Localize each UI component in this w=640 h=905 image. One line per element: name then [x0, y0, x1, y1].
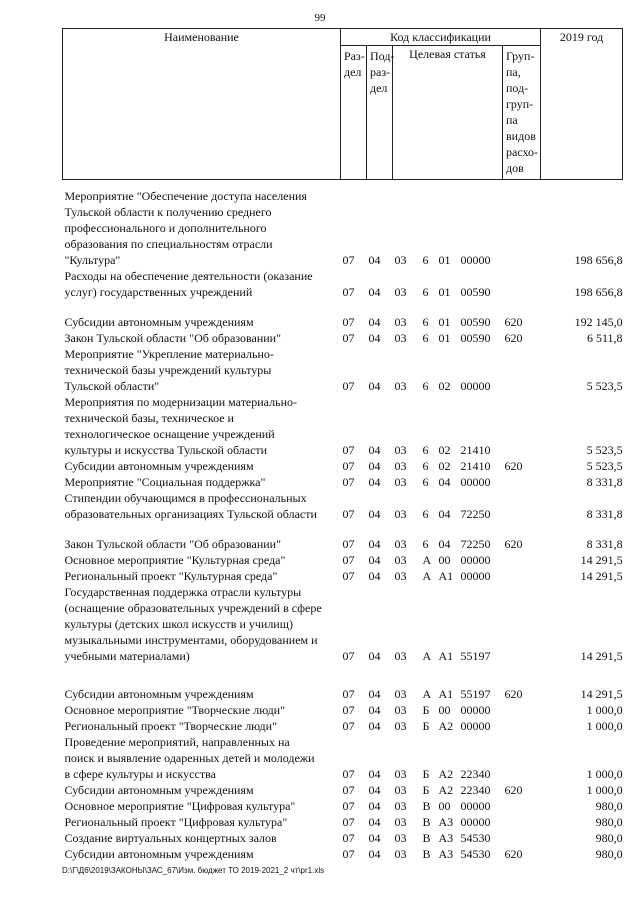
row-target-1: 03	[394, 443, 407, 457]
row-razdel: 07	[342, 253, 355, 267]
row-razdel: 07	[342, 459, 355, 473]
row-amount: 5 523,5	[586, 443, 623, 457]
row-target-2: 6	[422, 443, 429, 457]
row-expense-group	[503, 702, 541, 718]
row-podrazdel: 04	[368, 783, 381, 797]
row-name: Основное мероприятие "Творческие люди"	[64, 703, 285, 717]
row-target-1: 03	[394, 703, 407, 717]
row-amount: 198 656,8	[574, 285, 623, 299]
row-target-1: 03	[394, 537, 407, 551]
row-name: Мероприятия по модернизации материально- технической базы, техническое и технологическое оснащение учреждений культуры и искусства Тульской области	[64, 395, 297, 457]
row-podrazdel: 04	[368, 459, 381, 473]
row-razdel: 07	[342, 507, 355, 521]
row-razdel: 07	[342, 847, 355, 861]
row-target-4: 00000	[460, 253, 491, 267]
row-name: Государственная поддержка отрасли культуры (оснащение образовательных учреждений в сфере культуры (детских школ искусств и училищ) музыкальными инструментами, оборудованием и учебными материалами)	[64, 585, 322, 663]
row-amount: 5 523,5	[586, 459, 623, 473]
row-amount: 8 331,8	[586, 475, 623, 489]
row-expense-group: 620	[504, 783, 523, 797]
table-row	[63, 798, 623, 814]
row-target-2: 6	[422, 253, 429, 267]
row-target-4: 00000	[460, 553, 491, 567]
row-target-2: 6	[422, 537, 429, 551]
table-row	[63, 330, 623, 346]
table-row	[63, 702, 623, 718]
row-target-4: 00000	[460, 379, 491, 393]
table-body	[63, 180, 623, 863]
row-razdel: 07	[342, 649, 355, 663]
row-target-1: 03	[394, 783, 407, 797]
row-target-4: 00000	[460, 569, 491, 583]
row-target-4: 55197	[460, 649, 491, 663]
row-razdel: 07	[342, 687, 355, 701]
row-target-2: 6	[422, 459, 429, 473]
row-target-1: 03	[394, 649, 407, 663]
row-expense-group	[503, 552, 541, 568]
row-razdel: 07	[342, 443, 355, 457]
row-target-1: 03	[394, 719, 407, 733]
row-target-2: 6	[422, 379, 429, 393]
row-target-4: 72250	[460, 507, 491, 521]
row-target-4: 72250	[460, 537, 491, 551]
row-target-3: А2	[438, 783, 454, 797]
row-name: Расходы на обеспечение деятельности (оказание услуг) государственных учреждений	[64, 269, 313, 299]
row-name: Закон Тульской области "Об образовании"	[64, 331, 281, 345]
header-expense-group: Груп- па, под- груп- па видов расхо- дов	[503, 46, 541, 180]
row-razdel: 07	[342, 831, 355, 845]
row-podrazdel: 04	[368, 285, 381, 299]
table-row	[63, 718, 623, 734]
table-row	[63, 830, 623, 846]
row-target-3: А1	[438, 569, 454, 583]
row-target-3: 02	[438, 443, 451, 457]
row-expense-group	[503, 346, 541, 394]
row-razdel: 07	[342, 703, 355, 717]
row-target-2: В	[422, 831, 431, 845]
row-target-2: 6	[422, 331, 429, 345]
row-amount: 8 331,8	[586, 537, 623, 551]
table-row	[63, 734, 623, 782]
row-target-2: В	[422, 815, 431, 829]
table-row	[63, 782, 623, 798]
row-razdel: 07	[342, 475, 355, 489]
row-podrazdel: 04	[368, 703, 381, 717]
row-podrazdel: 04	[368, 315, 381, 329]
row-amount: 6 511,8	[587, 331, 623, 345]
row-target-1: 03	[394, 687, 407, 701]
row-name: Субсидии автономным учреждениям	[64, 783, 254, 797]
row-target-4: 00000	[460, 703, 491, 717]
row-target-2: А	[422, 569, 432, 583]
header-podrazdel: Под- раз- дел	[367, 46, 393, 180]
table-row	[63, 846, 623, 862]
row-name: Субсидии автономным учреждениям	[64, 459, 254, 473]
row-expense-group	[503, 490, 541, 522]
row-target-3: А3	[438, 831, 454, 845]
row-target-3: А3	[438, 815, 454, 829]
page-number: 99	[314, 12, 326, 24]
row-name: Основное мероприятие "Культурная среда"	[64, 553, 286, 567]
row-expense-group	[503, 268, 541, 300]
row-podrazdel: 04	[368, 831, 381, 845]
row-name: Субсидии автономным учреждениям	[64, 847, 254, 861]
row-amount: 980,0	[595, 831, 623, 845]
row-name: Субсидии автономным учреждениям	[64, 687, 254, 701]
row-amount: 192 145,0	[574, 315, 623, 329]
table-row	[63, 552, 623, 568]
row-expense-group	[503, 734, 541, 782]
row-target-3: 00	[438, 703, 451, 717]
row-podrazdel: 04	[368, 799, 381, 813]
row-target-2: Б	[422, 783, 430, 797]
row-target-2: В	[422, 799, 431, 813]
row-target-3: 04	[438, 475, 451, 489]
row-expense-group	[503, 394, 541, 458]
row-podrazdel: 04	[368, 847, 381, 861]
row-target-4: 00000	[460, 799, 491, 813]
row-podrazdel: 04	[368, 507, 381, 521]
row-razdel: 07	[342, 569, 355, 583]
row-name: Региональный проект "Культурная среда"	[64, 569, 278, 583]
row-target-2: Б	[422, 719, 430, 733]
row-target-3: 00	[438, 799, 451, 813]
row-razdel: 07	[342, 379, 355, 393]
row-target-1: 03	[394, 507, 407, 521]
row-expense-group: 620	[504, 537, 523, 551]
row-target-2: Б	[422, 767, 430, 781]
table-row	[63, 814, 623, 830]
row-expense-group	[503, 584, 541, 664]
row-expense-group	[503, 830, 541, 846]
table-row	[63, 490, 623, 522]
table-row	[63, 568, 623, 584]
budget-table	[62, 28, 623, 862]
row-target-3: А1	[438, 649, 454, 663]
row-target-3: А2	[438, 719, 454, 733]
row-amount: 198 656,8	[574, 253, 623, 267]
row-target-3: А3	[438, 847, 454, 861]
table-row	[63, 394, 623, 458]
row-razdel: 07	[342, 815, 355, 829]
file-path-footer: D:\Г\Д6\2019\ЗАКОНЫ\ЗАС_67\Изм. бюджет ТО 2019-2021_2 чт\pr1.xls	[62, 866, 325, 875]
row-name: Мероприятие "Обеспечение доступа населения Тульской области к получению среднего профессионального и дополнительного образования по специальностям отрасли "Культура"	[64, 189, 307, 267]
row-amount: 14 291,5	[580, 649, 623, 663]
row-expense-group: 620	[504, 847, 523, 861]
row-target-3: А1	[438, 687, 454, 701]
row-amount: 980,0	[595, 815, 623, 829]
row-target-1: 03	[394, 459, 407, 473]
row-target-4: 00590	[460, 331, 491, 345]
row-target-4: 21410	[460, 443, 491, 457]
row-amount: 14 291,5	[580, 553, 623, 567]
row-expense-group	[503, 474, 541, 490]
row-target-3: 01	[438, 253, 451, 267]
row-amount: 1 000,0	[586, 719, 623, 733]
table-row	[63, 268, 623, 300]
row-podrazdel: 04	[368, 687, 381, 701]
table-row	[63, 584, 623, 664]
row-razdel: 07	[342, 783, 355, 797]
row-amount: 1 000,0	[586, 767, 623, 781]
header-classification-code: Код классификации	[341, 29, 541, 46]
row-target-3: 04	[438, 507, 451, 521]
row-expense-group: 620	[504, 459, 523, 473]
row-name: Проведение мероприятий, направленных на поиск и выявление одаренных детей и молодежи в сфере культуры и искусства	[64, 735, 315, 781]
row-razdel: 07	[342, 285, 355, 299]
row-target-1: 03	[394, 815, 407, 829]
table-row	[63, 458, 623, 474]
row-amount: 980,0	[595, 847, 623, 861]
row-name: Мероприятие "Социальная поддержка"	[64, 475, 266, 489]
row-target-2: 6	[422, 475, 429, 489]
row-target-3: 00	[438, 553, 451, 567]
row-razdel: 07	[342, 719, 355, 733]
row-razdel: 07	[342, 537, 355, 551]
row-name: Закон Тульской области "Об образовании"	[64, 537, 281, 551]
row-target-1: 03	[394, 553, 407, 567]
row-target-1: 03	[394, 315, 407, 329]
table-row	[63, 300, 623, 330]
row-amount: 980,0	[595, 799, 623, 813]
row-target-4: 00000	[460, 719, 491, 733]
row-razdel: 07	[342, 331, 355, 345]
row-target-4: 00000	[460, 815, 491, 829]
row-target-3: А2	[438, 767, 454, 781]
header-year: 2019 год	[541, 29, 623, 180]
row-target-4: 54530	[460, 831, 491, 845]
row-podrazdel: 04	[368, 253, 381, 267]
table-row	[63, 664, 623, 702]
row-target-1: 03	[394, 285, 407, 299]
table-row	[63, 180, 623, 269]
row-name: Субсидии автономным учреждениям	[64, 315, 254, 329]
row-target-1: 03	[394, 767, 407, 781]
row-podrazdel: 04	[368, 719, 381, 733]
row-razdel: 07	[342, 315, 355, 329]
row-target-4: 00590	[460, 285, 491, 299]
table-row	[63, 346, 623, 394]
row-name: Мероприятие "Укрепление материально- технической базы учреждений культуры Тульской области"	[64, 347, 274, 393]
row-target-3: 01	[438, 331, 451, 345]
row-amount: 14 291,5	[580, 569, 623, 583]
row-expense-group	[503, 180, 541, 269]
row-podrazdel: 04	[368, 569, 381, 583]
row-target-3: 04	[438, 537, 451, 551]
row-expense-group: 620	[504, 315, 523, 329]
row-target-4: 55197	[460, 687, 491, 701]
row-podrazdel: 04	[368, 331, 381, 345]
header-name: Наименование	[63, 29, 341, 180]
row-amount: 1 000,0	[586, 783, 623, 797]
row-target-2: А	[422, 687, 432, 701]
row-target-2: А	[422, 649, 432, 663]
row-expense-group	[503, 814, 541, 830]
row-target-4: 22340	[460, 783, 491, 797]
row-target-4: 00000	[460, 475, 491, 489]
row-target-1: 03	[394, 379, 407, 393]
row-name: Региональный проект "Творческие люди"	[64, 719, 277, 733]
row-podrazdel: 04	[368, 767, 381, 781]
row-target-1: 03	[394, 569, 407, 583]
row-target-3: 01	[438, 285, 451, 299]
row-target-1: 03	[394, 253, 407, 267]
row-name: Основное мероприятие "Цифровая культура"	[64, 799, 296, 813]
row-target-3: 02	[438, 459, 451, 473]
row-expense-group	[503, 568, 541, 584]
row-target-2: 6	[422, 315, 429, 329]
row-podrazdel: 04	[368, 815, 381, 829]
row-target-2: 6	[422, 507, 429, 521]
row-target-2: 6	[422, 285, 429, 299]
row-target-1: 03	[394, 799, 407, 813]
row-podrazdel: 04	[368, 379, 381, 393]
row-razdel: 07	[342, 553, 355, 567]
row-expense-group	[503, 798, 541, 814]
row-target-3: 02	[438, 379, 451, 393]
row-podrazdel: 04	[368, 475, 381, 489]
row-name: Стипендии обучающимся в профессиональных образовательных организациях Тульской области	[64, 491, 317, 521]
row-target-2: А	[422, 553, 432, 567]
row-amount: 5 523,5	[586, 379, 623, 393]
row-target-3: 01	[438, 315, 451, 329]
row-razdel: 07	[342, 767, 355, 781]
row-podrazdel: 04	[368, 553, 381, 567]
row-expense-group	[503, 718, 541, 734]
row-name: Создание виртуальных концертных залов	[64, 831, 277, 845]
row-target-4: 54530	[460, 847, 491, 861]
row-podrazdel: 04	[368, 537, 381, 551]
row-target-1: 03	[394, 831, 407, 845]
row-target-2: Б	[422, 703, 430, 717]
table-row	[63, 522, 623, 552]
row-target-4: 00590	[460, 315, 491, 329]
row-target-1: 03	[394, 847, 407, 861]
row-amount: 8 331,8	[586, 507, 623, 521]
row-expense-group: 620	[504, 331, 523, 345]
row-target-4: 22340	[460, 767, 491, 781]
row-amount: 1 000,0	[586, 703, 623, 717]
row-target-1: 03	[394, 331, 407, 345]
row-name: Региональный проект "Цифровая культура"	[64, 815, 288, 829]
row-target-1: 03	[394, 475, 407, 489]
row-podrazdel: 04	[368, 649, 381, 663]
header-razdel: Раз- дел	[341, 46, 367, 180]
row-amount: 14 291,5	[580, 687, 623, 701]
row-podrazdel: 04	[368, 443, 381, 457]
table-row	[63, 474, 623, 490]
header-target-article: Целевая статья	[393, 46, 503, 180]
row-razdel: 07	[342, 799, 355, 813]
row-expense-group: 620	[504, 687, 523, 701]
table-header	[63, 29, 623, 180]
row-target-2: В	[422, 847, 431, 861]
row-target-4: 21410	[460, 459, 491, 473]
